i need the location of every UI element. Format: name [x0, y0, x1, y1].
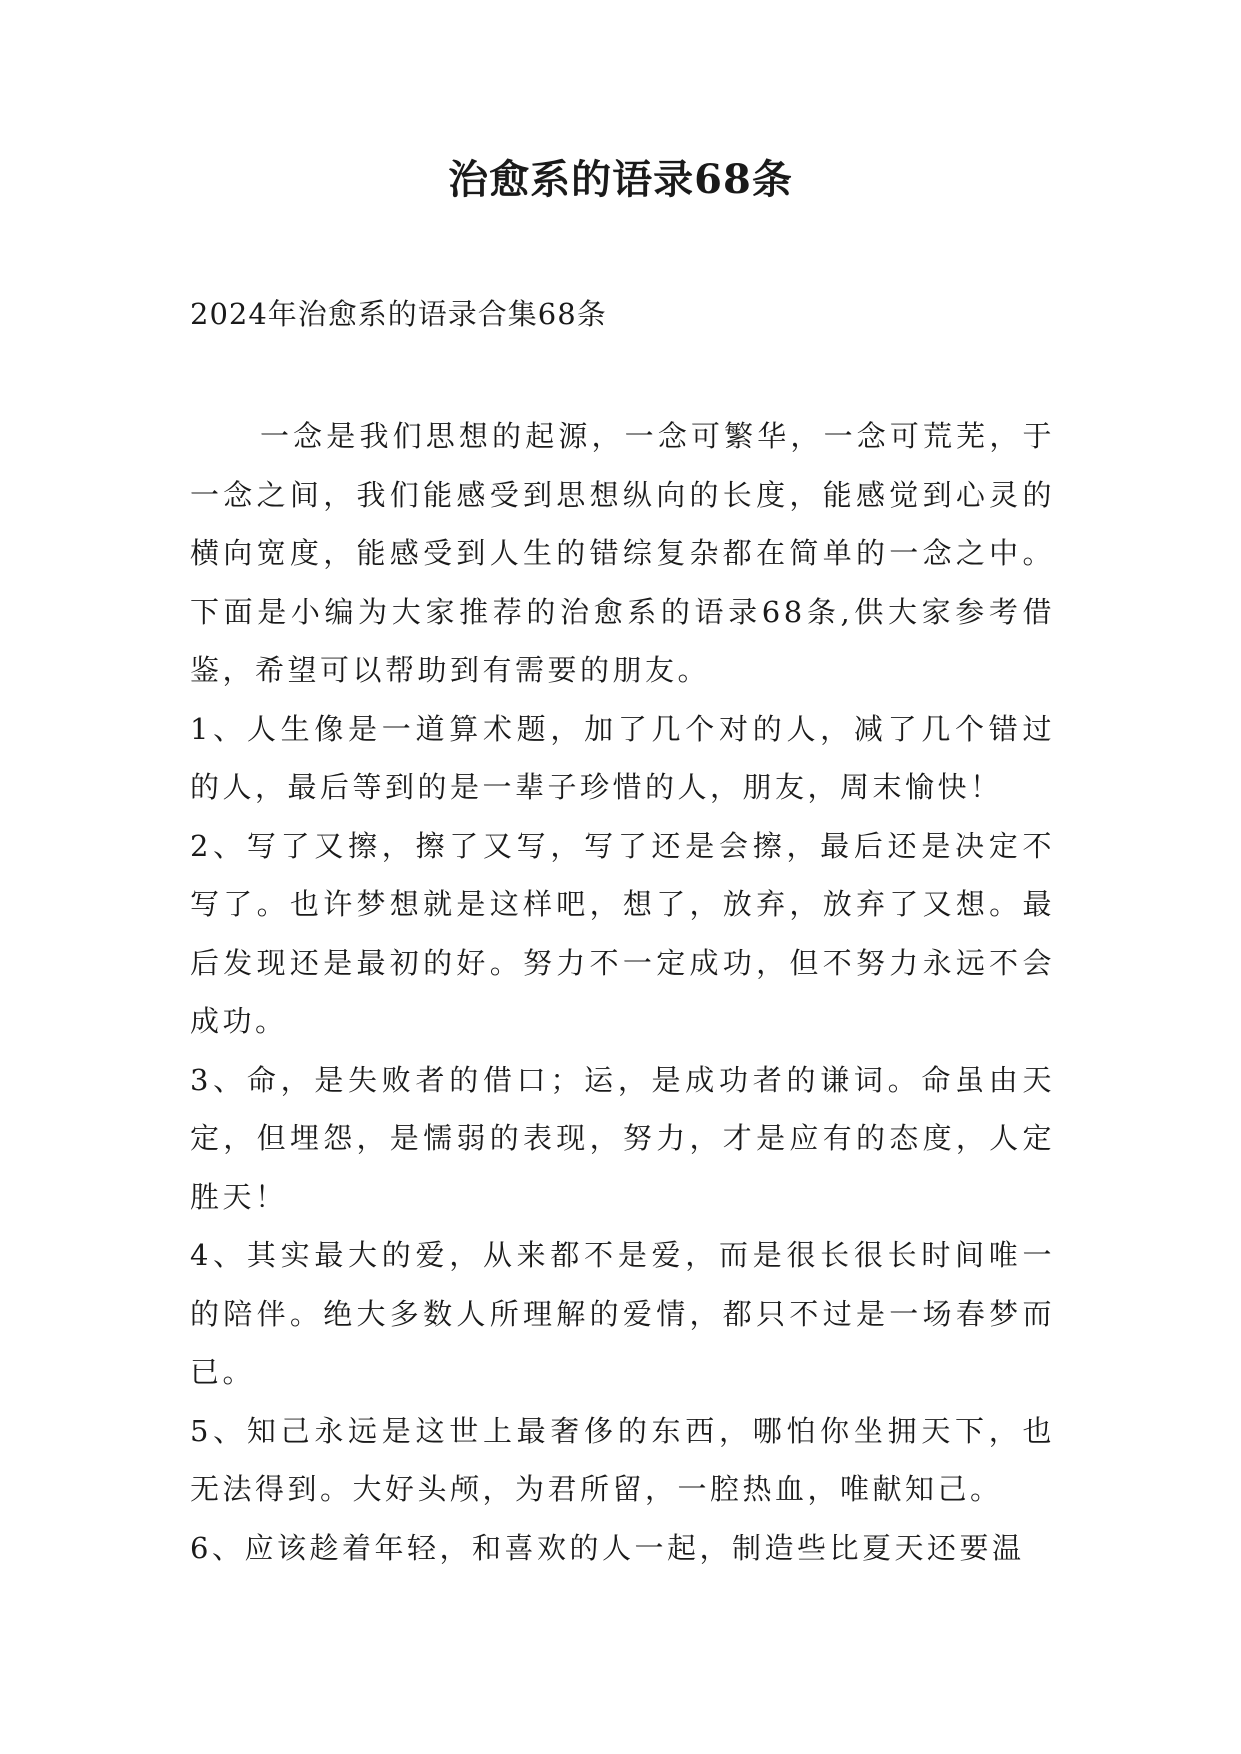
- quote-item-4: 4、其实最大的爱，从来都不是爱，而是很长很长时间唯一的陪伴。绝大多数人所理解的爱情，都只不过是一场春梦而已。: [190, 1238, 1055, 1389]
- document-title: 治愈系的语录68条: [448, 156, 793, 203]
- quote-item-5: 5、知己永远是这世上最奢侈的东西，哪怕你坐拥天下，也无法得到。大好头颅，为君所留，一腔热血，唯献知己。: [190, 1413, 1055, 1506]
- intro-paragraph: 一念是我们思想的起源，一念可繁华，一念可荒芜，于一念之间，我们能感受到思想纵向的长度，能感觉到心灵的横向宽度，能感受到人生的错综复杂都在简单的一念之中。下面是小编为大家推荐的治愈系的语录68条,供大家参考借鉴，希望可以帮助到有需要的朋友。: [190, 419, 1055, 687]
- document-subtitle: 2024年治愈系的语录合集68条: [190, 297, 607, 331]
- quote-item-1: 1、人生像是一道算术题，加了几个对的人，减了几个错过的人，最后等到的是一辈子珍惜的人，朋友，周末愉快！: [190, 711, 1055, 804]
- quote-item-3: 3、命，是失败者的借口；运，是成功者的谦词。命虽由天定，但埋怨，是懦弱的表现，努力，才是应有的态度，人定胜天！: [190, 1062, 1055, 1214]
- quote-item-6: 6、应该趁着年轻，和喜欢的人一起，制造些比夏天还要温: [190, 1530, 1025, 1565]
- document-body: [190, 407, 1055, 1577]
- quote-item-2: 2、写了又擦，擦了又写，写了还是会擦，最后还是决定不写了。也许梦想就是这样吧，想了，放弃，放弃了又想。最后发现还是最初的好。努力不一定成功，但不努力永远不会成功。: [190, 828, 1055, 1038]
